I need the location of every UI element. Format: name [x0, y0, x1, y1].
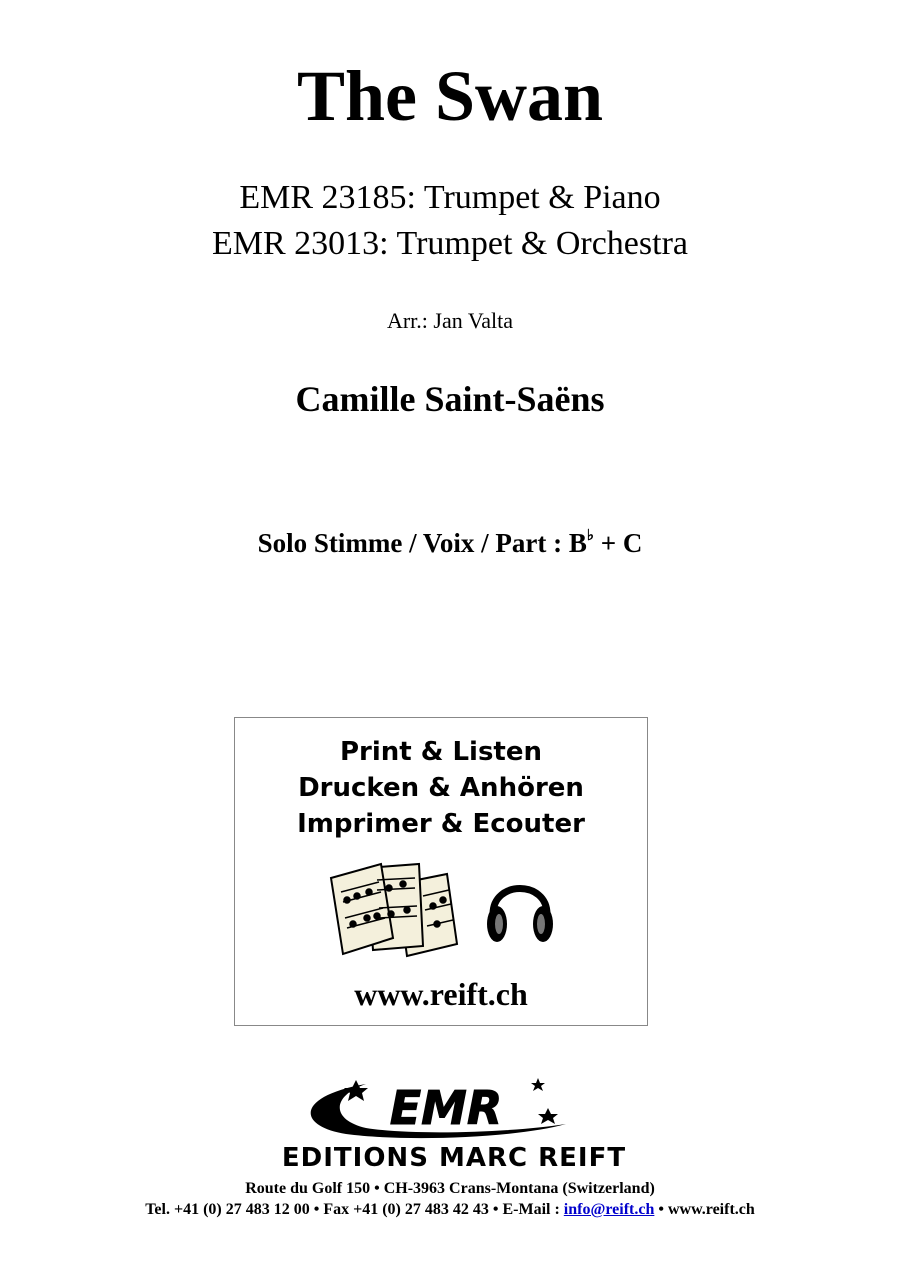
promo-url[interactable]: www.reift.ch	[354, 976, 528, 1012]
promo-line-french: Imprimer & Ecouter	[297, 809, 585, 839]
sheet-music-icon	[327, 856, 459, 962]
publisher-name: EDITIONS MARC REIFT	[281, 1143, 627, 1172]
flat-sign: ♭	[586, 528, 594, 544]
headphones-icon	[485, 868, 555, 948]
arranger-credit: Arr.: Jan Valta	[386, 308, 514, 333]
publisher-address: Route du Golf 150 • CH-3963 Crans-Montana (Switzerland)	[245, 1180, 655, 1197]
edition-line-orchestra: EMR 23013: Trumpet & Orchestra	[212, 225, 688, 262]
part-label	[0, 518, 900, 563]
contact-phone-fax: Tel. +41 (0) 27 483 12 00 • Fax +41 (0) 27 483 42 43 • E-Mail :	[145, 1201, 564, 1218]
logo-mark-text: EMR	[389, 1081, 503, 1135]
promo-line-german: Drucken & Anhören	[298, 773, 584, 803]
publisher-contact	[0, 1199, 900, 1221]
part-prefix: Solo Stimme / Voix / Part : B	[257, 528, 587, 558]
part-suffix: + C	[593, 528, 643, 558]
page-title: The Swan	[296, 56, 604, 136]
emr-logo	[236, 1072, 672, 1172]
edition-line-piano: EMR 23185: Trumpet & Piano	[239, 179, 661, 216]
print-listen-box	[234, 717, 648, 1026]
contact-website: • www.reift.ch	[654, 1201, 755, 1218]
promo-line-english: Print & Listen	[339, 737, 543, 767]
composer-name: Camille Saint-Saëns	[295, 379, 605, 419]
email-link[interactable]: info@reift.ch	[563, 1201, 655, 1218]
